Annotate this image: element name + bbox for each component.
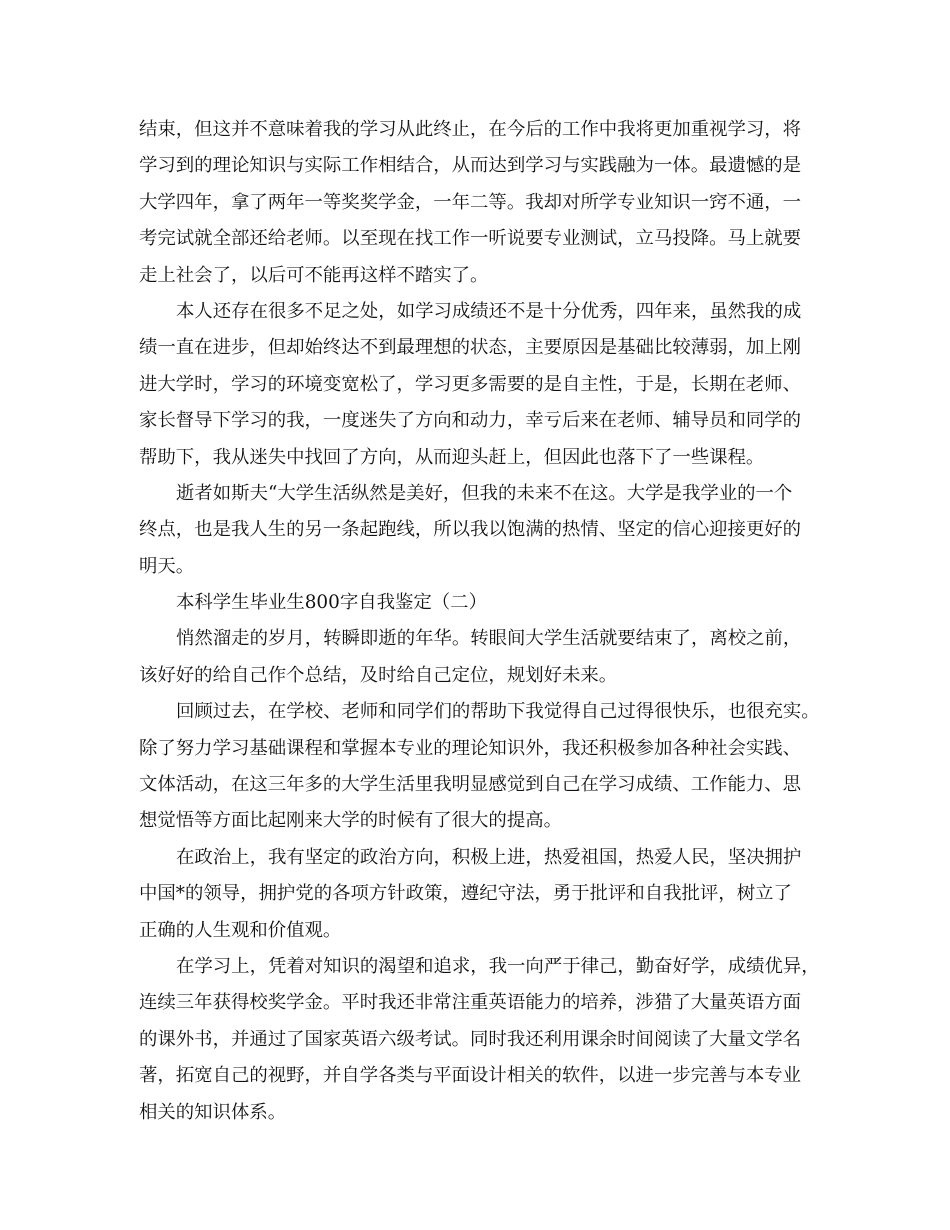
document-body bbox=[139, 112, 819, 1131]
text-line: 大学四年，拿了两年一等奖奖学金，一年二等。我却对所学专业知识一窍不通，一 bbox=[139, 191, 802, 213]
text-line: 在政治上，我有坚定的政治方向，积极上进，热爱祖国，热爱人民，坚决拥护 bbox=[176, 846, 802, 868]
text-line: 文体活动，在这三年多的大学生活里我明显感觉到自己在学习成绩、工作能力、思 bbox=[139, 774, 802, 796]
text-line: 想觉悟等方面比起刚来大学的时候有了很大的提高。 bbox=[139, 810, 562, 832]
text-line: 逝者如斯夫“大学生活纵然是美好，但我的未来不在这。大学是我学业的一个 bbox=[176, 482, 793, 504]
text-line: 帮助下，我从迷失中找回了方向，从而迎头赶上，但因此也落下了一些课程。 bbox=[139, 446, 765, 468]
text-line: 相关的知识体系。 bbox=[139, 1101, 287, 1123]
text-line: 绩一直在进步，但却始终达不到最理想的状态，主要原因是基础比较薄弱，加上刚 bbox=[139, 337, 802, 359]
text-line: 回顾过去，在学校、老师和同学们的帮助下我觉得自己过得很快乐，也很充实。 bbox=[176, 701, 820, 723]
text-line: 终点，也是我人生的另一条起跑线，所以我以饱满的热情、坚定的信心迎接更好的 bbox=[139, 519, 802, 541]
text-line: 走上社会了，以后可不能再这样不踏实了。 bbox=[139, 264, 489, 286]
text-line: 进大学时，学习的环境变宽松了，学习更多需要的是自主性，于是，长期在老师、 bbox=[139, 373, 802, 395]
text-line: 除了努力学习基础课程和掌握本专业的理论知识外，我还积极参加各种社会实践、 bbox=[139, 737, 802, 759]
text-line: 正确的人生观和价值观。 bbox=[139, 919, 342, 941]
text-line: 本人还存在很多不足之处，如学习成绩还不是十分优秀，四年来，虽然我的成 bbox=[176, 300, 802, 322]
text-line: 悄然溜走的岁月，转瞬即逝的年华。转眼间大学生活就要结束了，离校之前， bbox=[176, 628, 802, 650]
text-line: 连续三年获得校奖学金。平时我还非常注重英语能力的培养，涉猎了大量英语方面 bbox=[139, 992, 802, 1014]
text-line: 著，拓宽自己的视野，并自学各类与平面设计相关的软件，以进一步完善与本专业 bbox=[139, 1065, 802, 1087]
text-line: 的课外书，并通过了国家英语六级考试。同时我还利用课余时间阅读了大量文学名 bbox=[139, 1028, 802, 1050]
text-line: 本科学生毕业生800字自我鉴定（二） bbox=[176, 592, 487, 614]
text-line: 明天。 bbox=[139, 555, 195, 577]
text-line: 结束，但这并不意味着我的学习从此终止，在今后的工作中我将更加重视学习，将 bbox=[139, 119, 802, 140]
text-line: 中国*的领导，拥护党的各项方针政策，遵纪守法，勇于批评和自我批评，树立了 bbox=[139, 883, 792, 905]
text-line: 学习到的理论知识与实际工作相结合，从而达到学习与实践融为一体。最遗憾的是 bbox=[139, 155, 802, 177]
text-line: 考完试就全部还给老师。以至现在找工作一听说要专业测试，立马投降。马上就要 bbox=[139, 228, 802, 250]
text-line: 该好好的给自己作个总结，及时给自己定位，规划好未来。 bbox=[139, 664, 618, 686]
text-line: 家长督导下学习的我，一度迷失了方向和动力，幸亏后来在老师、辅导员和同学的 bbox=[139, 410, 802, 432]
text-line: 在学习上，凭着对知识的渴望和追求，我一向严于律己，勤奋好学，成绩优异， bbox=[176, 955, 820, 977]
